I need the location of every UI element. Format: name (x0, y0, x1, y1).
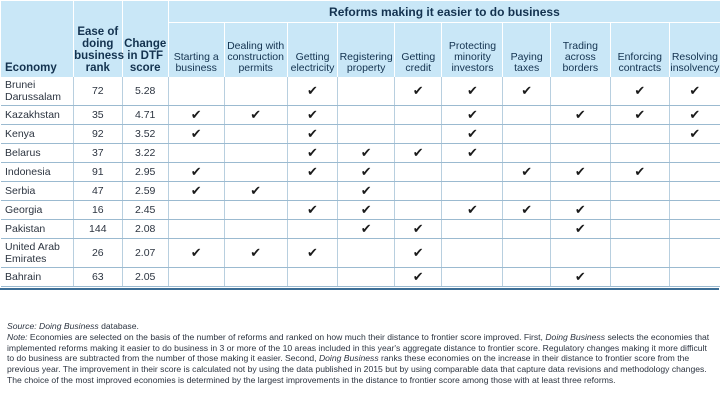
check-mark-icon: ✔ (190, 245, 202, 260)
note-text-italic: Doing Business (318, 353, 379, 364)
check-mark-icon: ✔ (689, 107, 701, 122)
reform-cell (168, 144, 224, 163)
check-mark-icon: ✔ (467, 145, 478, 160)
area-header-line: Getting (295, 51, 330, 63)
area-header-line: taxes (514, 62, 540, 74)
economy-name-line: Indonesia (5, 166, 51, 178)
reform-cell (610, 268, 669, 287)
reform-cell (669, 77, 720, 106)
reform-cell (224, 201, 287, 220)
rank-cell: 144 (74, 220, 122, 239)
reform-cell (669, 239, 720, 268)
economy-name-line: Bahrain (5, 271, 42, 283)
reform-cell (338, 201, 395, 220)
area-header (224, 23, 287, 78)
reform-cell (168, 163, 224, 182)
note-text: Economies are selected on the basis of the number of reforms and ranked on how much their distance to frontier score improved. First, (27, 331, 546, 342)
reform-cell (224, 125, 287, 144)
check-mark-icon: ✔ (190, 183, 202, 198)
reforms-table-figure (1, 1, 720, 287)
economy-cell (1, 125, 74, 144)
economy-header: Economy (1, 1, 74, 77)
table-body (1, 77, 720, 287)
area-header-line: Enforcing (617, 51, 662, 63)
check-mark-icon: ✔ (412, 269, 424, 284)
source-line (7, 321, 713, 332)
reform-cell (503, 220, 550, 239)
check-mark-icon: ✔ (190, 107, 202, 122)
area-header (503, 23, 550, 78)
rank-cell: 16 (74, 201, 122, 220)
area-header-line: credit (405, 62, 432, 74)
reform-cell (610, 182, 669, 201)
reform-cell (287, 239, 338, 268)
reform-cell (395, 144, 442, 163)
check-mark-icon: ✔ (250, 183, 262, 198)
reform-cell (503, 77, 550, 106)
change-cell: 2.59 (122, 182, 168, 201)
reform-cell (224, 163, 287, 182)
reform-cell (395, 220, 442, 239)
area-header-line: borders (562, 62, 599, 74)
check-mark-icon: ✔ (190, 164, 202, 179)
economy-name-line: Georgia (5, 204, 43, 216)
reform-cell (395, 77, 442, 106)
reform-cell (669, 220, 720, 239)
reform-cell (338, 125, 395, 144)
change-cell: 2.05 (122, 268, 168, 287)
area-header-line: contracts (618, 62, 662, 74)
reform-cell (442, 220, 503, 239)
table-row (1, 239, 720, 268)
check-mark-icon: ✔ (574, 269, 586, 284)
reform-cell (669, 268, 720, 287)
reforms-group-header: Reforms making it easier to do business (168, 1, 720, 23)
check-mark-icon: ✔ (689, 83, 701, 98)
reform-cell (168, 125, 224, 144)
reform-cell (395, 163, 442, 182)
reform-cell (287, 106, 338, 125)
check-mark-icon: ✔ (467, 126, 478, 141)
check-mark-icon: ✔ (521, 202, 533, 217)
reform-cell (224, 77, 287, 106)
area-header (442, 23, 503, 78)
change-cell: 2.08 (122, 220, 168, 239)
rank-header (74, 1, 122, 77)
check-mark-icon: ✔ (574, 221, 586, 236)
area-header-line: across (564, 51, 596, 63)
reform-cell (503, 144, 550, 163)
economy-cell (1, 77, 74, 106)
reform-cell (503, 106, 550, 125)
check-mark-icon: ✔ (521, 83, 533, 98)
table-row (1, 144, 720, 163)
reform-cell (550, 163, 610, 182)
reform-cell (442, 268, 503, 287)
rank-cell: 92 (74, 125, 122, 144)
reform-cell (669, 125, 720, 144)
table-row (1, 163, 720, 182)
reform-cell (503, 201, 550, 220)
check-mark-icon: ✔ (307, 83, 318, 98)
reform-cell (224, 220, 287, 239)
economy-name-line: Kenya (5, 128, 35, 140)
economy-name-line: Darussalam (5, 91, 62, 103)
area-header-line: Registering (339, 51, 393, 63)
reform-cell (168, 239, 224, 268)
check-mark-icon: ✔ (307, 107, 318, 122)
economy-cell (1, 106, 74, 125)
area-header (168, 23, 224, 78)
reform-cell (442, 77, 503, 106)
reform-cell (224, 239, 287, 268)
check-mark-icon: ✔ (307, 126, 318, 141)
source-name: Doing Business (39, 321, 99, 331)
reform-cell (550, 144, 610, 163)
note-label: Note: (7, 331, 28, 342)
check-mark-icon: ✔ (360, 183, 372, 198)
check-mark-icon: ✔ (467, 83, 478, 98)
reform-cell (550, 125, 610, 144)
check-mark-icon: ✔ (360, 164, 372, 179)
reform-cell (442, 106, 503, 125)
reform-cell (338, 220, 395, 239)
reform-cell (338, 182, 395, 201)
check-mark-icon: ✔ (360, 221, 372, 236)
check-mark-icon: ✔ (574, 164, 586, 179)
area-header-line: construction (227, 51, 284, 63)
reform-cell (669, 182, 720, 201)
reform-cell (503, 163, 550, 182)
area-header-line: property (346, 62, 386, 74)
reform-cell (395, 239, 442, 268)
economy-cell (1, 144, 74, 163)
reform-cell (395, 268, 442, 287)
check-mark-icon: ✔ (634, 164, 646, 179)
change-header-line: score (129, 62, 161, 74)
reform-cell (287, 220, 338, 239)
reform-cell (610, 144, 669, 163)
reform-cell (224, 182, 287, 201)
economy-name-line: Brunei (5, 79, 36, 91)
change-header (122, 1, 168, 77)
reforms-table (1, 1, 720, 287)
reform-cell (610, 201, 669, 220)
reform-cell (287, 144, 338, 163)
reform-cell (550, 220, 610, 239)
reform-cell (550, 268, 610, 287)
check-mark-icon: ✔ (307, 245, 318, 260)
rank-cell: 47 (74, 182, 122, 201)
reform-cell (168, 106, 224, 125)
change-cell: 3.22 (122, 144, 168, 163)
reform-cell (442, 163, 503, 182)
check-mark-icon: ✔ (412, 83, 424, 98)
reform-cell (550, 201, 610, 220)
rank-cell: 63 (74, 268, 122, 287)
reform-cell (442, 239, 503, 268)
change-header-line: Change (124, 38, 167, 50)
note-text-italic: Doing Business (545, 331, 606, 342)
reform-cell (442, 182, 503, 201)
reform-cell (168, 268, 224, 287)
economy-cell (1, 220, 74, 239)
note-paragraph (7, 332, 713, 386)
check-mark-icon: ✔ (412, 245, 424, 260)
change-cell: 5.28 (122, 77, 168, 106)
area-header-line: Starting a (173, 51, 219, 63)
table-bottom-rule (0, 288, 719, 290)
reform-cell (610, 125, 669, 144)
reform-cell (287, 268, 338, 287)
economy-cell (1, 239, 74, 268)
reform-cell (503, 125, 550, 144)
reform-cell (610, 220, 669, 239)
area-header-line: Getting (401, 51, 436, 63)
reform-cell (287, 125, 338, 144)
check-mark-icon: ✔ (307, 164, 318, 179)
economy-name-line: Belarus (5, 147, 41, 159)
check-mark-icon: ✔ (360, 145, 372, 160)
rank-cell: 72 (74, 77, 122, 106)
reform-cell (338, 77, 395, 106)
reform-cell (287, 163, 338, 182)
table-row (1, 182, 720, 201)
table-row (1, 220, 720, 239)
area-header-line: Trading (562, 40, 598, 52)
area-header (610, 23, 669, 78)
reform-cell (610, 106, 669, 125)
rank-header-line: rank (85, 62, 110, 74)
reform-cell (442, 125, 503, 144)
economy-cell (1, 268, 74, 287)
economy-name-line: Pakistan (5, 223, 46, 235)
table-notes (7, 321, 713, 386)
check-mark-icon: ✔ (250, 107, 262, 122)
check-mark-icon: ✔ (634, 83, 646, 98)
table-row (1, 106, 720, 125)
economy-cell (1, 182, 74, 201)
rank-cell: 35 (74, 106, 122, 125)
rank-cell: 91 (74, 163, 122, 182)
table-row (1, 125, 720, 144)
check-mark-icon: ✔ (360, 202, 372, 217)
check-mark-icon: ✔ (467, 202, 478, 217)
change-cell: 4.71 (122, 106, 168, 125)
reform-cell (610, 77, 669, 106)
change-header-line: in DTF (127, 50, 164, 62)
change-cell: 2.07 (122, 239, 168, 268)
reform-cell (669, 144, 720, 163)
reform-cell (550, 239, 610, 268)
reform-cell (550, 77, 610, 106)
note-text: ranks these economies on the increase in their distance to frontier score from the previous year. The improvement in their score is calculated not by using the data published in 2015 but by using comparable data that capture data revisions and methodology changes. The choice of the most improved economies is determined by the largest improvements in the distance to frontier score among those with at least three reforms. (7, 353, 707, 385)
table-row (1, 268, 720, 287)
economy-name-line: Emirates (5, 253, 47, 265)
check-mark-icon: ✔ (190, 126, 202, 141)
reform-cell (503, 182, 550, 201)
reform-cell (669, 106, 720, 125)
rank-cell: 26 (74, 239, 122, 268)
reform-cell (287, 77, 338, 106)
reform-cell (442, 201, 503, 220)
change-cell: 2.45 (122, 201, 168, 220)
area-header (395, 23, 442, 78)
change-cell: 2.95 (122, 163, 168, 182)
check-mark-icon: ✔ (307, 145, 318, 160)
area-header-line: electricity (290, 62, 335, 74)
reform-cell (442, 144, 503, 163)
check-mark-icon: ✔ (634, 107, 646, 122)
check-mark-icon: ✔ (412, 221, 424, 236)
reform-cell (610, 163, 669, 182)
check-mark-icon: ✔ (521, 164, 533, 179)
reform-cell (338, 144, 395, 163)
reform-cell (395, 106, 442, 125)
check-mark-icon: ✔ (467, 107, 478, 122)
reform-cell (395, 125, 442, 144)
reform-cell (395, 182, 442, 201)
reform-cell (338, 239, 395, 268)
area-header-line: Protecting (448, 40, 497, 52)
reform-cell (338, 163, 395, 182)
reform-cell (168, 182, 224, 201)
economy-name-line: Serbia (5, 185, 36, 197)
area-header-line: Dealing with (227, 40, 285, 52)
reform-cell (224, 268, 287, 287)
table-row (1, 77, 720, 106)
area-header (669, 23, 720, 78)
reform-cell (669, 201, 720, 220)
reform-cell (168, 77, 224, 106)
area-header-line: business (175, 62, 217, 74)
area-header-line: Resolving (671, 51, 718, 63)
source-label: Source: (7, 321, 37, 331)
reform-cell (168, 220, 224, 239)
area-header-line: minority (454, 51, 491, 63)
check-mark-icon: ✔ (250, 245, 262, 260)
reform-cell (503, 268, 550, 287)
change-cell: 3.52 (122, 125, 168, 144)
reform-cell (224, 144, 287, 163)
table-row (1, 201, 720, 220)
area-header (550, 23, 610, 78)
source-tail: database. (98, 321, 139, 331)
reform-cell (610, 239, 669, 268)
area-header-line: insolvency (670, 62, 720, 74)
area-header-line: permits (238, 62, 273, 74)
economy-name-line: Kazakhstan (5, 109, 60, 121)
reform-cell (395, 201, 442, 220)
reform-cell (338, 268, 395, 287)
check-mark-icon: ✔ (307, 202, 318, 217)
reform-cell (550, 106, 610, 125)
check-mark-icon: ✔ (689, 126, 701, 141)
area-header-line: Paying (510, 51, 543, 63)
rank-header-line: doing (82, 38, 114, 50)
economy-cell (1, 201, 74, 220)
note-text: selects the economies that implemented reforms making it easier to do business in 3 or more of the 10 areas included in this year's aggregate distance to frontier score. Regulatory changes making it more difficult to do business are subtracted from the number of those making it easier. Second, (7, 331, 710, 364)
check-mark-icon: ✔ (574, 202, 586, 217)
reform-cell (224, 106, 287, 125)
economy-name-line: United Arab (5, 241, 60, 253)
reform-cell (669, 163, 720, 182)
reform-cell (287, 201, 338, 220)
area-header (287, 23, 338, 78)
rank-header-line: business (74, 50, 124, 62)
reform-cell (168, 201, 224, 220)
reform-cell (338, 106, 395, 125)
reform-cell (287, 182, 338, 201)
rank-cell: 37 (74, 144, 122, 163)
check-mark-icon: ✔ (412, 145, 424, 160)
area-header-line: investors (451, 62, 494, 74)
check-mark-icon: ✔ (574, 107, 586, 122)
reform-cell (503, 239, 550, 268)
rank-header-line: Ease of (77, 26, 119, 38)
area-header (338, 23, 395, 78)
economy-cell (1, 163, 74, 182)
reform-cell (550, 182, 610, 201)
